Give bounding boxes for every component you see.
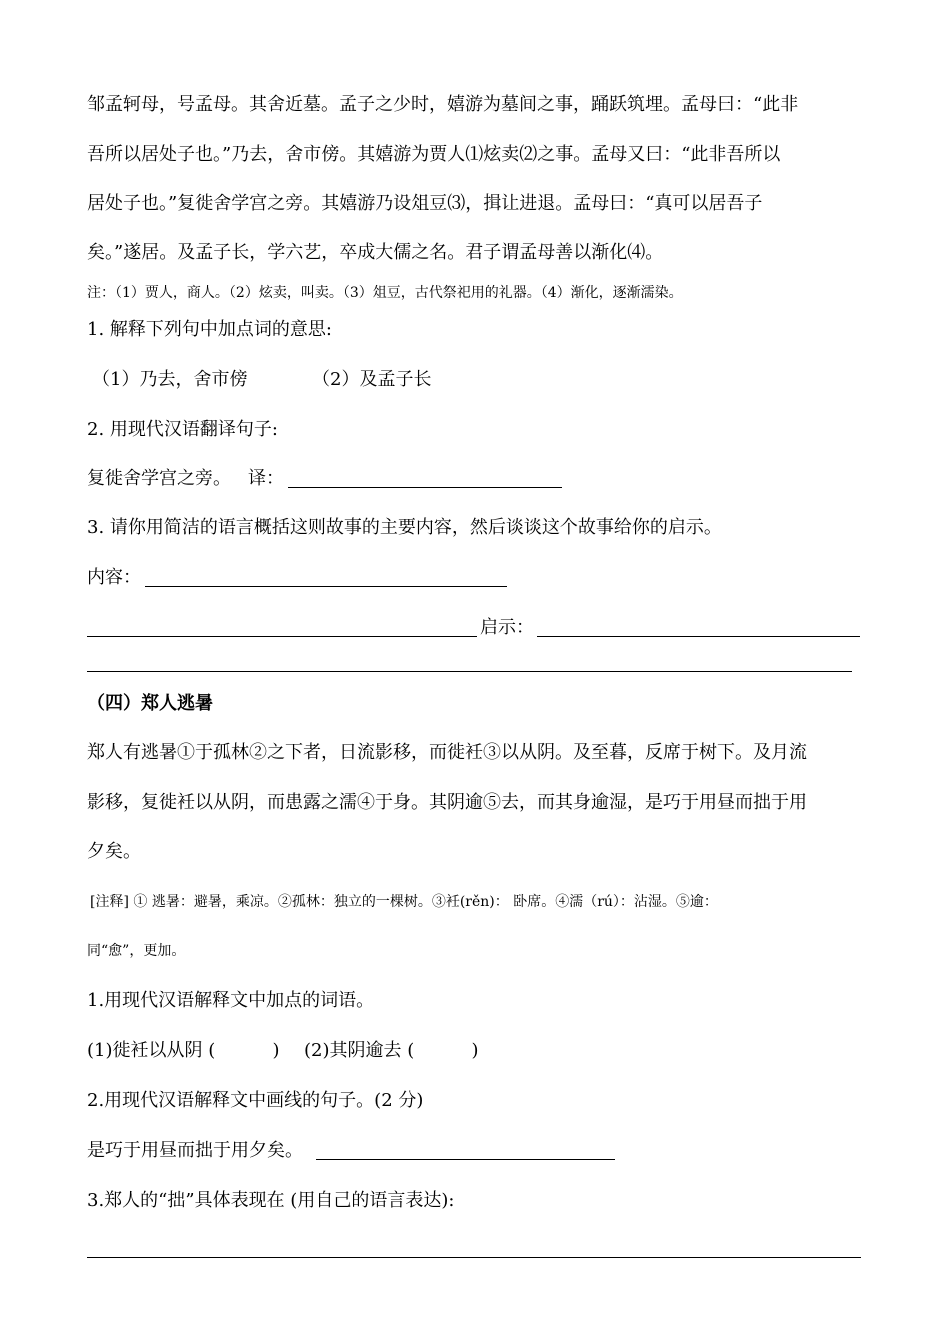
passage3-question-1a: （1）乃去，舍市傍 — [92, 369, 248, 390]
passage3-line-1: 邹孟轲母，号孟母。其舍近墓。孟子之少时，嬉游为墓间之事，踊跃筑埋。孟母曰：“此非 — [87, 94, 799, 115]
passage4-q2-answer-line[interactable] — [316, 1159, 615, 1160]
passage4-question-2: 2.用现代汉语解释文中画线的句子。(2 分) — [87, 1090, 424, 1111]
passage4-q3-answer-line[interactable] — [87, 1257, 861, 1258]
passage4-question-1: 1.用现代汉语解释文中加点的词语。 — [87, 990, 375, 1011]
passage4-line-1: 郑人有逃暑①于孤林②之下者，日流影移，而徙衽③以从阴。及至暮，反席于树下。及月流 — [87, 742, 807, 763]
translation-label: 译： — [248, 468, 284, 489]
passage4-note-1: [注释] ① 逃暑：避暑，乘凉。②孤林：独立的一棵树。③衽(rěn)： 卧席。④濡（rú）：沾湿。⑤逾： — [90, 894, 718, 910]
passage3-question-1: 1. 解释下列句中加点词的意思: — [87, 319, 332, 340]
passage4-note-2: 同“愈”，更加。 — [87, 943, 186, 959]
passage3-question-2-sentence: 复徙舍学宫之旁。 — [87, 468, 231, 489]
passage4-line-2: 影移，复徙衽以从阴，而患露之濡④于身。其阴逾⑤去，而其身逾湿，是巧于用昼而拙于用 — [87, 792, 807, 813]
insight-label: 启示： — [480, 617, 534, 638]
content-label: 内容： — [87, 567, 141, 588]
passage3-line-3: 居处子也。”复徙舍学宫之旁。其嬉游乃设俎豆⑶，揖让进退。孟母曰：“真可以居吾子 — [87, 193, 763, 214]
passage4-question-1a: (1)徙衽以从阴 ( ) — [87, 1040, 280, 1061]
passage3-line-2: 吾所以居处子也。”乃去，舍市傍。其嬉游为贾人⑴炫卖⑵之事。孟母又曰：“此非吾所以 — [87, 144, 781, 165]
insight-answer-line-2[interactable] — [87, 671, 852, 672]
insight-answer-line[interactable] — [537, 636, 860, 637]
passage4-line-3: 夕矣。 — [87, 841, 141, 862]
content-answer-line[interactable] — [145, 586, 507, 587]
content-answer-line-2[interactable] — [87, 636, 477, 637]
passage4-question-1b: (2)其阴逾去 ( ) — [304, 1040, 479, 1061]
passage4-question-2-sentence: 是巧于用昼而拙于用夕矣。 — [87, 1140, 303, 1161]
passage4-question-3: 3.郑人的“拙”具体表现在 (用自己的语言表达): — [87, 1190, 455, 1211]
passage3-note: 注：（1）贾人，商人。（2）炫卖，叫卖。（3）俎豆，古代祭祀用的礼器。（4）渐化，逐渐濡染。 — [87, 285, 683, 301]
passage4-title: （四）郑人逃暑 — [87, 693, 213, 714]
translation-answer-line[interactable] — [288, 487, 562, 488]
passage3-question-3: 3. 请你用简洁的语言概括这则故事的主要内容，然后谈谈这个故事给你的启示。 — [87, 517, 722, 538]
passage3-question-1b: （2）及孟子长 — [312, 369, 432, 390]
passage3-question-2: 2. 用现代汉语翻译句子: — [87, 419, 278, 440]
passage3-line-4: 矣。”遂居。及孟子长，学六艺，卒成大儒之名。君子谓孟母善以渐化⑷。 — [87, 242, 664, 263]
